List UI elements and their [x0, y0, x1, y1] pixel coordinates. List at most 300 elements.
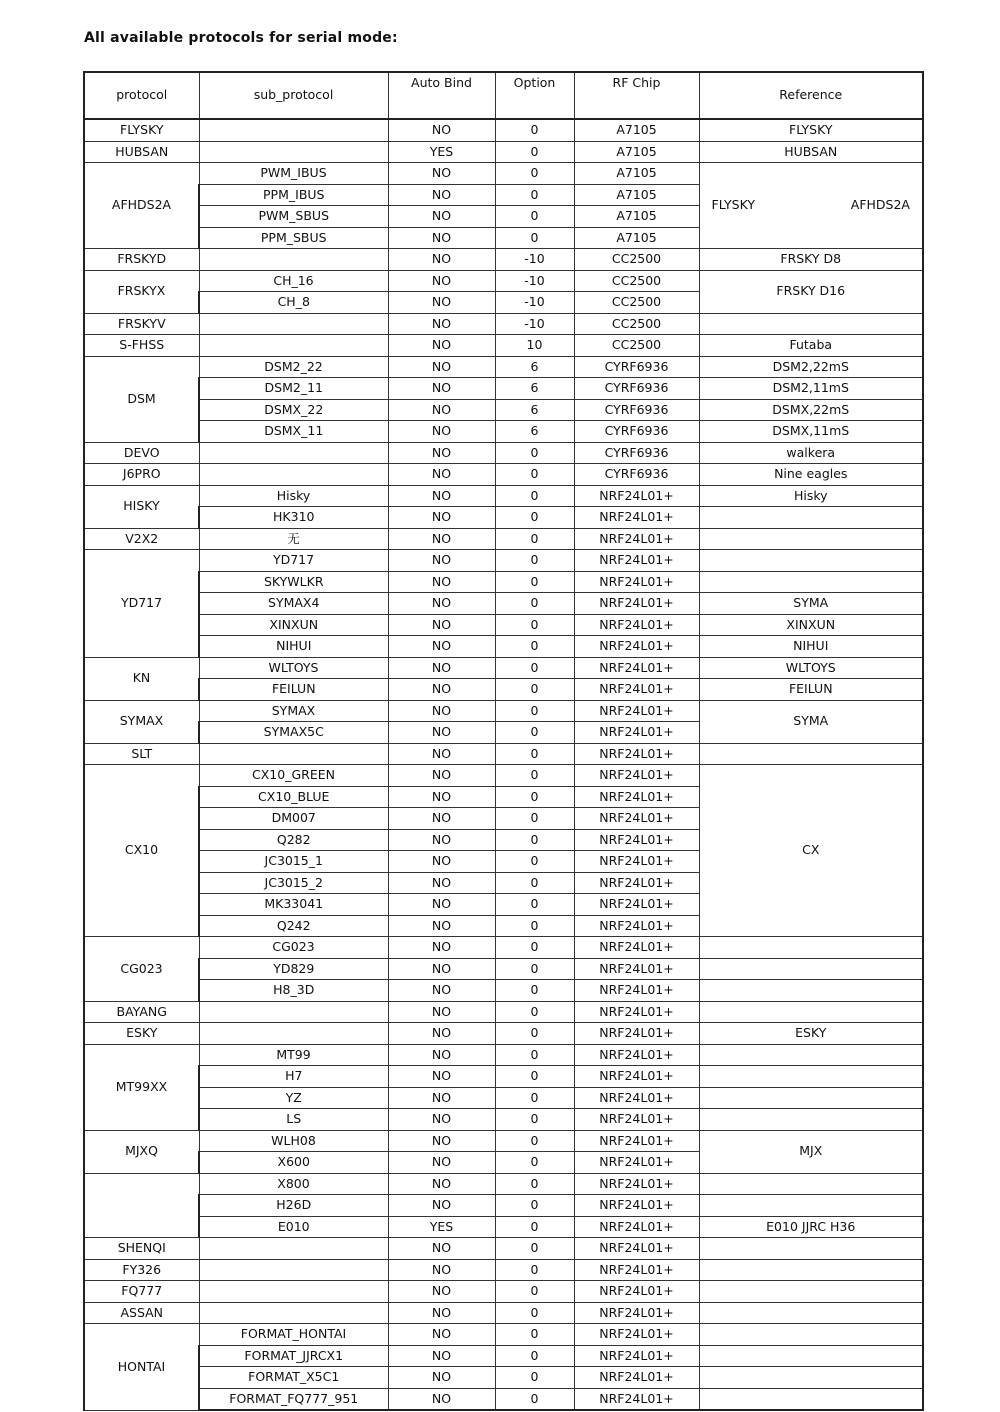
rf-chip-cell: NRF24L01+ [574, 1173, 699, 1195]
option-cell: 6 [495, 356, 574, 378]
table-row [84, 1173, 923, 1195]
reference-cell [699, 1109, 923, 1131]
option-cell: 0 [495, 980, 574, 1002]
reference-cell [699, 1302, 923, 1324]
option-cell: 0 [495, 636, 574, 658]
auto-bind-cell: NO [388, 722, 495, 744]
rf-chip-cell: A7105 [574, 184, 699, 206]
sub-protocol-cell: YD829 [199, 958, 388, 980]
reference-cell [699, 1087, 923, 1109]
option-cell: 0 [495, 1195, 574, 1217]
auto-bind-cell: NO [388, 550, 495, 572]
auto-bind-cell: NO [388, 1001, 495, 1023]
sub-protocol-cell: XINXUN [199, 614, 388, 636]
sub-protocol-cell: FEILUN [199, 679, 388, 701]
protocol-name-cell: AFHDS2A [84, 163, 199, 249]
reference-cell [699, 528, 923, 550]
reference-cell: HUBSAN [699, 141, 923, 163]
table-row [84, 528, 923, 550]
rf-chip-cell: CYRF6936 [574, 378, 699, 400]
reference-cell: DSM2,22mS [699, 356, 923, 378]
table-row [84, 937, 923, 959]
reference-cell [699, 1044, 923, 1066]
rf-chip-cell: A7105 [574, 227, 699, 249]
rf-chip-cell: NRF24L01+ [574, 1281, 699, 1303]
sub-protocol-cell: FORMAT_HONTAI [199, 1324, 388, 1346]
sub-protocol-cell [199, 1281, 388, 1303]
reference-part: AFHDS2A [850, 197, 910, 213]
auto-bind-cell: NO [388, 829, 495, 851]
option-cell: 6 [495, 378, 574, 400]
auto-bind-cell: NO [388, 442, 495, 464]
rf-chip-cell: A7105 [574, 206, 699, 228]
protocol-name-cell: DSM [84, 356, 199, 442]
sub-protocol-cell [199, 1001, 388, 1023]
sub-protocol-cell: WLTOYS [199, 657, 388, 679]
auto-bind-cell: NO [388, 700, 495, 722]
auto-bind-cell: NO [388, 119, 495, 141]
sub-protocol-cell: DSMX_22 [199, 399, 388, 421]
option-cell: 0 [495, 1216, 574, 1238]
reference-cell: WLTOYS [699, 657, 923, 679]
auto-bind-cell: NO [388, 1195, 495, 1217]
sub-protocol-cell: PWM_SBUS [199, 206, 388, 228]
table-row [84, 743, 923, 765]
table-row [84, 571, 923, 593]
option-cell: -10 [495, 292, 574, 314]
sub-protocol-cell: SYMAX [199, 700, 388, 722]
sub-protocol-cell [199, 442, 388, 464]
table-row [84, 636, 923, 658]
table-row [84, 1216, 923, 1238]
reference-cell [699, 1238, 923, 1260]
reference-cell: Futaba [699, 335, 923, 357]
rf-chip-cell: A7105 [574, 141, 699, 163]
protocol-name-cell: FRSKYV [84, 313, 199, 335]
rf-chip-cell: NRF24L01+ [574, 679, 699, 701]
auto-bind-cell: NO [388, 378, 495, 400]
auto-bind-cell: NO [388, 980, 495, 1002]
rf-chip-cell: NRF24L01+ [574, 1324, 699, 1346]
sub-protocol-cell: FORMAT_X5C1 [199, 1367, 388, 1389]
reference-cell [699, 1367, 923, 1389]
auto-bind-cell: NO [388, 937, 495, 959]
reference-cell [699, 1324, 923, 1346]
rf-chip-cell: NRF24L01+ [574, 593, 699, 615]
option-cell: 0 [495, 1238, 574, 1260]
reference-cell: ESKY [699, 1023, 923, 1045]
sub-protocol-cell: SYMAX4 [199, 593, 388, 615]
option-cell: 0 [495, 937, 574, 959]
auto-bind-cell: NO [388, 335, 495, 357]
table-row [84, 679, 923, 701]
sub-protocol-cell: YZ [199, 1087, 388, 1109]
table-row [84, 335, 923, 357]
table-row [84, 1087, 923, 1109]
sub-protocol-cell: CX10_BLUE [199, 786, 388, 808]
rf-chip-cell: NRF24L01+ [574, 786, 699, 808]
sub-protocol-cell: Q242 [199, 915, 388, 937]
rf-chip-cell: NRF24L01+ [574, 485, 699, 507]
auto-bind-cell: NO [388, 184, 495, 206]
auto-bind-cell: NO [388, 1259, 495, 1281]
rf-chip-cell: CYRF6936 [574, 442, 699, 464]
sub-protocol-cell: PPM_IBUS [199, 184, 388, 206]
auto-bind-cell: NO [388, 270, 495, 292]
auto-bind-cell: NO [388, 163, 495, 185]
auto-bind-cell: NO [388, 1109, 495, 1131]
sub-protocol-cell [199, 743, 388, 765]
rf-chip-cell: CYRF6936 [574, 464, 699, 486]
auto-bind-cell: NO [388, 786, 495, 808]
protocol-name-cell: SHENQI [84, 1238, 199, 1260]
option-cell: 0 [495, 958, 574, 980]
protocol-name-cell: SLT [84, 743, 199, 765]
rf-chip-cell: CC2500 [574, 335, 699, 357]
rf-chip-cell: CC2500 [574, 270, 699, 292]
sub-protocol-cell: Hisky [199, 485, 388, 507]
rf-chip-cell: NRF24L01+ [574, 1345, 699, 1367]
auto-bind-cell: NO [388, 313, 495, 335]
reference-cell [699, 1281, 923, 1303]
sub-protocol-cell [199, 1259, 388, 1281]
reference-cell: Nine eagles [699, 464, 923, 486]
option-cell: 0 [495, 550, 574, 572]
reference-cell: Hisky [699, 485, 923, 507]
rf-chip-cell: CC2500 [574, 313, 699, 335]
option-cell: 0 [495, 872, 574, 894]
sub-protocol-cell: CG023 [199, 937, 388, 959]
header-protocol: protocol [84, 72, 199, 119]
table-row [84, 1259, 923, 1281]
auto-bind-cell: NO [388, 614, 495, 636]
table-header-row [84, 72, 923, 119]
option-cell: 0 [495, 1087, 574, 1109]
reference-cell: SYMA [699, 700, 923, 743]
auto-bind-cell: YES [388, 141, 495, 163]
auto-bind-cell: NO [388, 1238, 495, 1260]
auto-bind-cell: NO [388, 808, 495, 830]
rf-chip-cell: NRF24L01+ [574, 980, 699, 1002]
sub-protocol-cell: PWM_IBUS [199, 163, 388, 185]
rf-chip-cell: NRF24L01+ [574, 872, 699, 894]
rf-chip-cell: NRF24L01+ [574, 1302, 699, 1324]
auto-bind-cell: NO [388, 1023, 495, 1045]
table-row [84, 765, 923, 787]
option-cell: 0 [495, 1044, 574, 1066]
reference-cell: FRSKY D16 [699, 270, 923, 313]
rf-chip-cell: NRF24L01+ [574, 958, 699, 980]
reference-cell: SYMA [699, 593, 923, 615]
page-title: All available protocols for serial mode: [84, 30, 398, 46]
sub-protocol-cell [199, 249, 388, 271]
header-option: Option [495, 72, 574, 119]
sub-protocol-cell: DM007 [199, 808, 388, 830]
option-cell: -10 [495, 270, 574, 292]
protocol-name-cell: J6PRO [84, 464, 199, 486]
rf-chip-cell: A7105 [574, 163, 699, 185]
table-row [84, 980, 923, 1002]
table-row [84, 163, 923, 185]
reference-cell: FRSKY D8 [699, 249, 923, 271]
sub-protocol-cell [199, 119, 388, 141]
option-cell: 6 [495, 421, 574, 443]
rf-chip-cell: NRF24L01+ [574, 1259, 699, 1281]
rf-chip-cell: NRF24L01+ [574, 700, 699, 722]
protocol-name-cell: FRSKYX [84, 270, 199, 313]
sub-protocol-cell: FORMAT_FQ777_951 [199, 1388, 388, 1410]
sub-protocol-cell: NIHUI [199, 636, 388, 658]
sub-protocol-cell [199, 1302, 388, 1324]
reference-cell [699, 571, 923, 593]
sub-protocol-cell: LS [199, 1109, 388, 1131]
option-cell: 10 [495, 335, 574, 357]
header-auto-bind: Auto Bind [388, 72, 495, 119]
reference-cell: FEILUN [699, 679, 923, 701]
sub-protocol-cell: WLH08 [199, 1130, 388, 1152]
rf-chip-cell: NRF24L01+ [574, 1001, 699, 1023]
auto-bind-cell: NO [388, 1345, 495, 1367]
reference-cell [699, 507, 923, 529]
table-row [84, 399, 923, 421]
auto-bind-cell: NO [388, 593, 495, 615]
option-cell: 0 [495, 1152, 574, 1174]
table-row [84, 119, 923, 141]
reference-cell: FLYSKY [699, 119, 923, 141]
reference-cell: walkera [699, 442, 923, 464]
sub-protocol-cell: H26D [199, 1195, 388, 1217]
option-cell: 0 [495, 614, 574, 636]
rf-chip-cell: NRF24L01+ [574, 808, 699, 830]
reference-cell [699, 1388, 923, 1410]
rf-chip-cell: A7105 [574, 119, 699, 141]
protocol-name-cell: FY326 [84, 1259, 199, 1281]
reference-cell [699, 1259, 923, 1281]
option-cell: 0 [495, 722, 574, 744]
reference-cell: DSMX,22mS [699, 399, 923, 421]
sub-protocol-cell: FORMAT_JJRCX1 [199, 1345, 388, 1367]
option-cell: 0 [495, 1109, 574, 1131]
auto-bind-cell: NO [388, 528, 495, 550]
auto-bind-cell: NO [388, 636, 495, 658]
rf-chip-cell: NRF24L01+ [574, 1238, 699, 1260]
rf-chip-cell: NRF24L01+ [574, 657, 699, 679]
option-cell: 0 [495, 1259, 574, 1281]
auto-bind-cell: NO [388, 485, 495, 507]
protocol-name-cell: HUBSAN [84, 141, 199, 163]
option-cell: 0 [495, 829, 574, 851]
rf-chip-cell: NRF24L01+ [574, 1195, 699, 1217]
rf-chip-cell: NRF24L01+ [574, 1066, 699, 1088]
option-cell: 0 [495, 894, 574, 916]
rf-chip-cell: NRF24L01+ [574, 507, 699, 529]
table-row [84, 442, 923, 464]
option-cell: 0 [495, 1281, 574, 1303]
table-row [84, 421, 923, 443]
sub-protocol-cell: DSM2_22 [199, 356, 388, 378]
option-cell: 0 [495, 915, 574, 937]
reference-cell [699, 550, 923, 572]
reference-cell [699, 1066, 923, 1088]
auto-bind-cell: NO [388, 765, 495, 787]
header-reference: Reference [699, 72, 923, 119]
auto-bind-cell: NO [388, 1087, 495, 1109]
protocol-name-cell: CG023 [84, 937, 199, 1002]
rf-chip-cell: CC2500 [574, 249, 699, 271]
rf-chip-cell: NRF24L01+ [574, 1152, 699, 1174]
sub-protocol-cell: MT99 [199, 1044, 388, 1066]
rf-chip-cell: NRF24L01+ [574, 528, 699, 550]
reference-cell: NIHUI [699, 636, 923, 658]
auto-bind-cell: NO [388, 1152, 495, 1174]
option-cell: 0 [495, 119, 574, 141]
option-cell: 0 [495, 1367, 574, 1389]
sub-protocol-cell: H7 [199, 1066, 388, 1088]
sub-protocol-cell: 无 [199, 528, 388, 550]
protocol-name-cell: FRSKYD [84, 249, 199, 271]
auto-bind-cell: NO [388, 1367, 495, 1389]
table-row [84, 1302, 923, 1324]
rf-chip-cell: NRF24L01+ [574, 550, 699, 572]
auto-bind-cell: NO [388, 1302, 495, 1324]
rf-chip-cell: NRF24L01+ [574, 743, 699, 765]
sub-protocol-cell: CX10_GREEN [199, 765, 388, 787]
option-cell: 0 [495, 1324, 574, 1346]
table-row [84, 1023, 923, 1045]
table-row [84, 1109, 923, 1131]
reference-cell [699, 1001, 923, 1023]
option-cell: 0 [495, 1001, 574, 1023]
sub-protocol-cell [199, 141, 388, 163]
rf-chip-cell: NRF24L01+ [574, 1130, 699, 1152]
sub-protocol-cell [199, 313, 388, 335]
rf-chip-cell: NRF24L01+ [574, 571, 699, 593]
sub-protocol-cell: X800 [199, 1173, 388, 1195]
sub-protocol-cell: E010 [199, 1216, 388, 1238]
table-row [84, 1130, 923, 1152]
reference-cell [699, 743, 923, 765]
sub-protocol-cell: PPM_SBUS [199, 227, 388, 249]
option-cell: 0 [495, 485, 574, 507]
option-cell: 0 [495, 464, 574, 486]
reference-cell [699, 958, 923, 980]
sub-protocol-cell: Q282 [199, 829, 388, 851]
rf-chip-cell: NRF24L01+ [574, 1044, 699, 1066]
table-row [84, 270, 923, 292]
table-row [84, 141, 923, 163]
option-cell: -10 [495, 313, 574, 335]
table-row [84, 1238, 923, 1260]
rf-chip-cell: NRF24L01+ [574, 1388, 699, 1410]
table-row [84, 1324, 923, 1346]
table-row [84, 1195, 923, 1217]
protocol-name-cell: FQ777 [84, 1281, 199, 1303]
table-row [84, 485, 923, 507]
protocol-name-cell: MJXQ [84, 1130, 199, 1173]
sub-protocol-cell: HK310 [199, 507, 388, 529]
sub-protocol-cell: JC3015_1 [199, 851, 388, 873]
option-cell: 0 [495, 1130, 574, 1152]
rf-chip-cell: NRF24L01+ [574, 722, 699, 744]
option-cell: 0 [495, 1345, 574, 1367]
option-cell: 0 [495, 743, 574, 765]
table-row [84, 1044, 923, 1066]
reference-cell [699, 937, 923, 959]
rf-chip-cell: NRF24L01+ [574, 937, 699, 959]
table-row [84, 1345, 923, 1367]
protocol-name-cell: S-FHSS [84, 335, 199, 357]
reference-cell: CX [699, 765, 923, 937]
table-row [84, 464, 923, 486]
option-cell: 0 [495, 571, 574, 593]
auto-bind-cell: NO [388, 679, 495, 701]
table-row [84, 657, 923, 679]
table-row [84, 1066, 923, 1088]
sub-protocol-cell: CH_16 [199, 270, 388, 292]
option-cell: 0 [495, 700, 574, 722]
auto-bind-cell: NO [388, 1173, 495, 1195]
reference-cell: XINXUN [699, 614, 923, 636]
table-row [84, 356, 923, 378]
auto-bind-cell: NO [388, 915, 495, 937]
table-row [84, 1281, 923, 1303]
table-row [84, 507, 923, 529]
protocol-name-cell: MT99XX [84, 1044, 199, 1130]
rf-chip-cell: CC2500 [574, 292, 699, 314]
rf-chip-cell: NRF24L01+ [574, 1216, 699, 1238]
rf-chip-cell: NRF24L01+ [574, 1087, 699, 1109]
auto-bind-cell: NO [388, 1324, 495, 1346]
sub-protocol-cell [199, 1023, 388, 1045]
option-cell: 0 [495, 206, 574, 228]
auto-bind-cell: NO [388, 399, 495, 421]
sub-protocol-cell: DSM2_11 [199, 378, 388, 400]
reference-part: FLYSKY [711, 197, 755, 213]
auto-bind-cell: NO [388, 872, 495, 894]
rf-chip-cell: NRF24L01+ [574, 1367, 699, 1389]
auto-bind-cell: NO [388, 249, 495, 271]
auto-bind-cell: NO [388, 894, 495, 916]
rf-chip-cell: CYRF6936 [574, 421, 699, 443]
table-row [84, 700, 923, 722]
auto-bind-cell: YES [388, 1216, 495, 1238]
auto-bind-cell: NO [388, 1044, 495, 1066]
sub-protocol-cell [199, 335, 388, 357]
sub-protocol-cell: H8_3D [199, 980, 388, 1002]
sub-protocol-cell: JC3015_2 [199, 872, 388, 894]
table-row [84, 1388, 923, 1410]
auto-bind-cell: NO [388, 1066, 495, 1088]
table-row [84, 249, 923, 271]
reference-cell [699, 163, 923, 249]
table-row [84, 1367, 923, 1389]
option-cell: 0 [495, 851, 574, 873]
protocol-name-cell: HONTAI [84, 1324, 199, 1411]
auto-bind-cell: NO [388, 851, 495, 873]
protocol-name-cell: FLYSKY [84, 119, 199, 141]
table-row [84, 313, 923, 335]
protocol-name-cell: BAYANG [84, 1001, 199, 1023]
table-row [84, 614, 923, 636]
reference-cell: MJX [699, 1130, 923, 1173]
auto-bind-cell: NO [388, 356, 495, 378]
reference-cell [699, 313, 923, 335]
option-cell: 0 [495, 765, 574, 787]
rf-chip-cell: CYRF6936 [574, 399, 699, 421]
reference-cell: DSMX,11mS [699, 421, 923, 443]
rf-chip-cell: NRF24L01+ [574, 915, 699, 937]
rf-chip-cell: NRF24L01+ [574, 1109, 699, 1131]
